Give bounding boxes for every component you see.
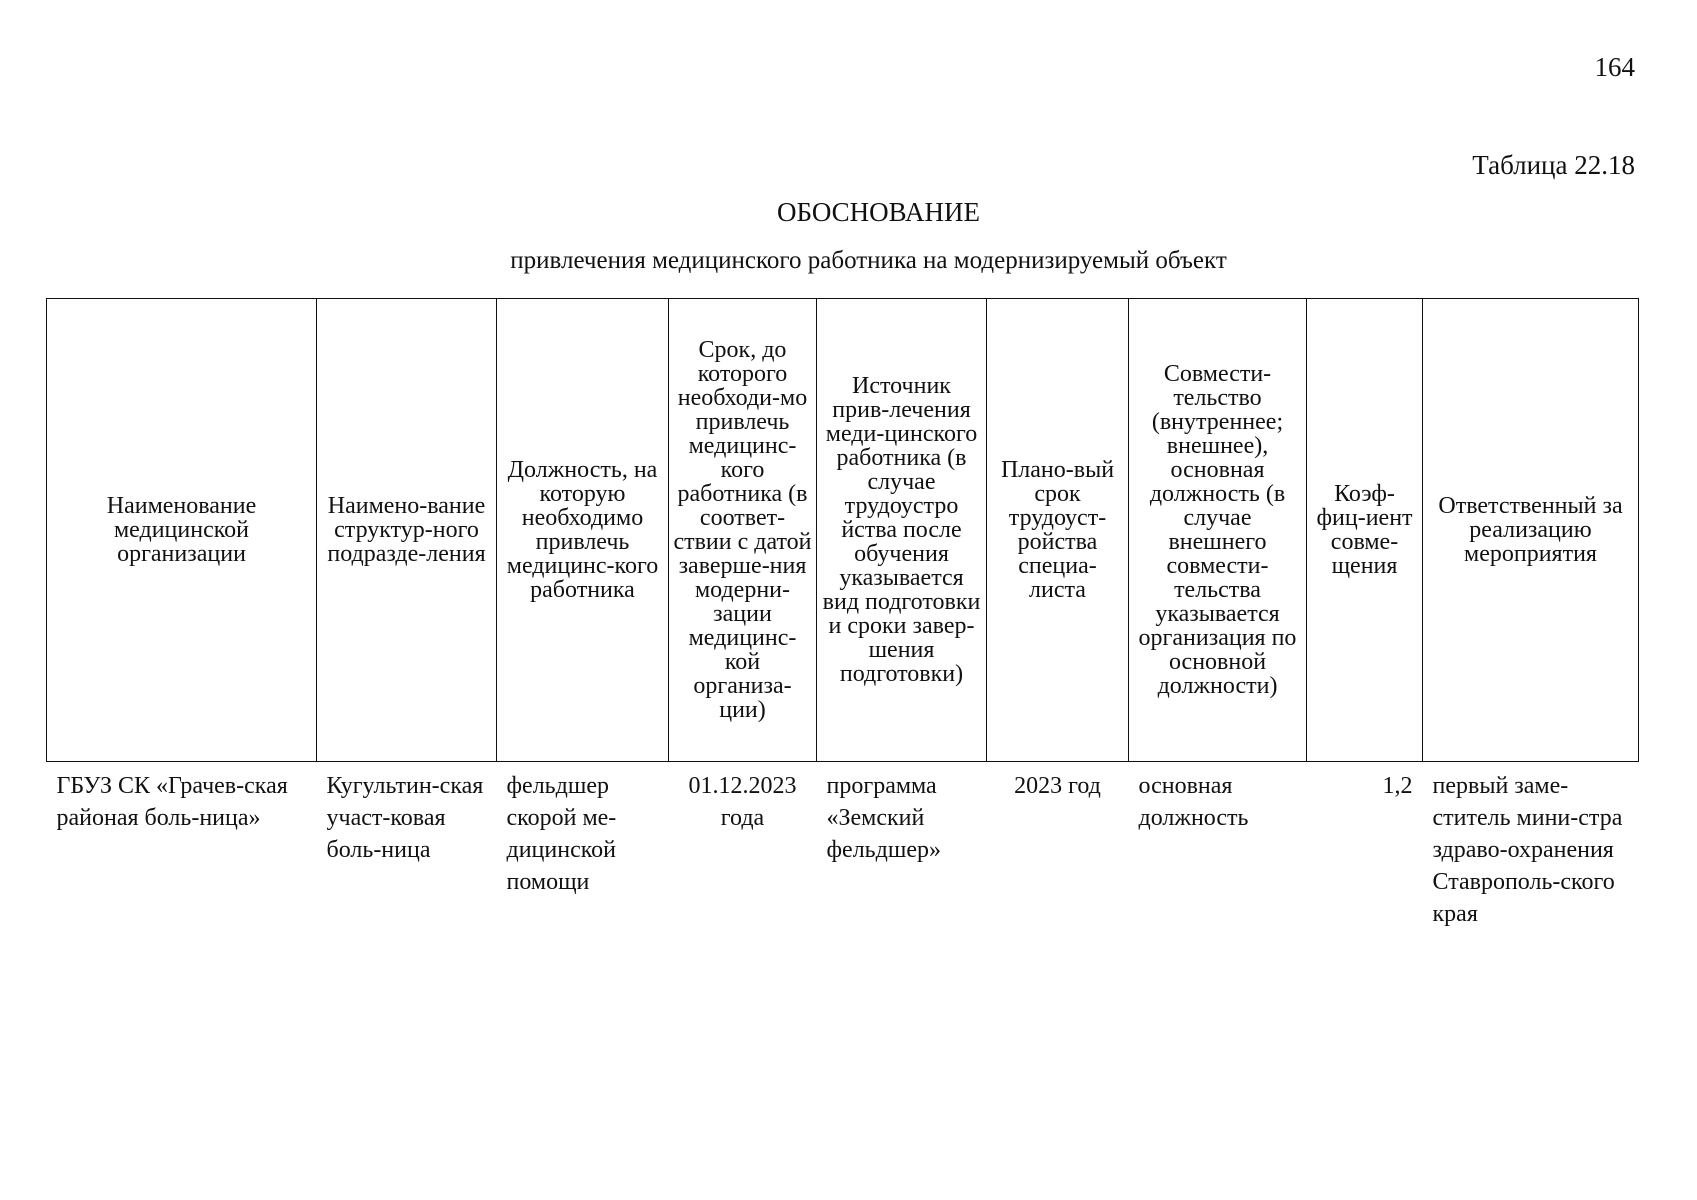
- header-division: Наимено-вание структур-ного подразде-ления: [317, 299, 497, 762]
- header-organization: Наименование медицинской организации: [47, 299, 317, 762]
- page-number: 164: [1594, 52, 1635, 82]
- header-planned-term: Плано-вый срок трудоуст-ройства специа-листа: [987, 299, 1129, 762]
- header-coefficient: Коэф-фиц-иент совме-щения: [1307, 299, 1423, 762]
- document-subtitle: привлечения медицинского работника на модернизируемый объект: [510, 247, 1227, 274]
- cell-organization: ГБУЗ СК «Грачев-ская районая боль-ница»: [56, 773, 288, 831]
- header-responsible: Ответственный за реализацию мероприятия: [1423, 299, 1639, 762]
- table-label: Таблица 22.18: [1472, 150, 1635, 180]
- cell-planned-term: 2023 год: [1014, 773, 1101, 799]
- cell-position: фельдшер скорой ме-дицинской помощи: [506, 773, 617, 895]
- cell-responsible: первый заме-ститель мини-стра здраво-охранения Ставрополь-ского края: [1432, 773, 1623, 927]
- cell-deadline: 01.12.2023 года: [688, 773, 797, 831]
- cell-combination: основная должность: [1138, 773, 1249, 831]
- table-row: [47, 762, 1639, 931]
- header-source: Источник прив-лечения меди-цинского работника (в случае трудоустро йства после обучения указывается вид подготовки и сроки завер-шения подготовки): [817, 299, 987, 762]
- header-deadline: Срок, до которого необходи-мо привлечь медицинс-кого работника (в соответ-ствии с датой заверше-ния модерни-зации медицинс-кой организа-ции): [669, 299, 817, 762]
- cell-coefficient: 1,2: [1382, 773, 1413, 799]
- cell-division: Кугультин-ская участ-ковая боль-ница: [326, 773, 484, 863]
- cell-source: программа «Земский фельдшер»: [826, 773, 941, 863]
- document-title: ОБОСНОВАНИЕ: [777, 197, 980, 227]
- justification-table: [46, 298, 1639, 930]
- table-header-row: [47, 299, 1639, 762]
- header-position: Должность, на которую необходимо привлечь медицинс-кого работника: [497, 299, 669, 762]
- header-combination: Совмести-тельство (внутреннее; внешнее), основная должность (в случае внешнего совмести-тельства указывается организация по основной должности): [1129, 299, 1307, 762]
